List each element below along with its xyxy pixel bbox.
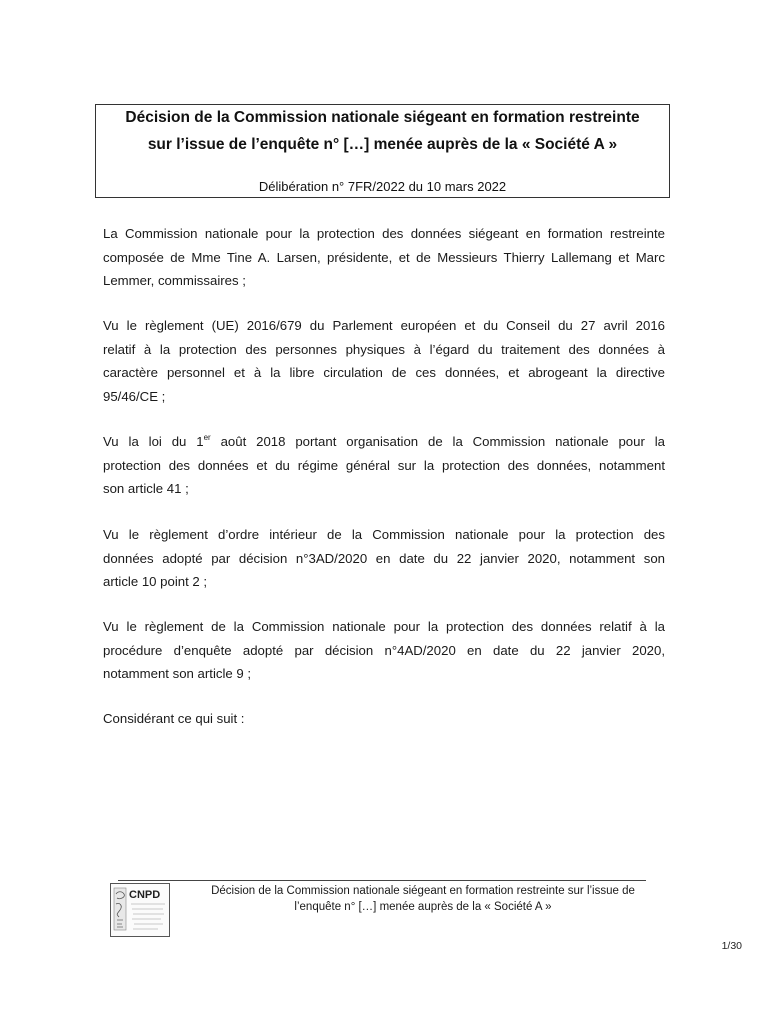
footer-line-1: Décision de la Commission nationale siégeant en formation restreinte sur l’issue de xyxy=(211,885,635,897)
paragraph-line: procédure d’enquête adopté par décision n°4AD/2020 en date du 22 janvier 2020, xyxy=(103,642,665,658)
ordinal-superscript: er xyxy=(203,433,211,442)
paragraph-line: Lemmer, commissaires ; xyxy=(103,273,246,288)
paragraph-line: Considérant ce qui suit : xyxy=(103,711,245,726)
paragraph-line: données adopté par décision n°3AD/2020 en date du 22 janvier 2020, notamment son xyxy=(103,550,665,566)
cnpd-logo-graphic xyxy=(111,884,169,936)
paragraph-line: son article 41 ; xyxy=(103,481,189,496)
paragraph-line: Vu le règlement (UE) 2016/679 du Parlement européen et du Conseil du 27 avril 2016 xyxy=(103,318,665,333)
law-text-end: août 2018 portant organisation de la Commission nationale pour la xyxy=(210,434,665,449)
paragraph-line: Vu le règlement d’ordre intérieur de la Commission nationale pour la protection des xyxy=(103,527,665,542)
deliberation-reference: Délibération n° 7FR/2022 du 10 mars 2022 xyxy=(258,179,507,194)
paragraph-internal-rules xyxy=(103,523,665,594)
paragraph-line: composée de Mme Tine A. Larsen, présidente, et de Messieurs Thierry Lallemang et Marc xyxy=(103,249,665,265)
page-number: 1/30 xyxy=(721,940,742,952)
footer-divider xyxy=(118,880,646,881)
paragraph-line: notamment son article 9 ; xyxy=(103,666,252,681)
document-title-line-2: sur l’issue de l’enquête n° […] menée auprès de la « Société A » xyxy=(147,136,618,153)
paragraph-line: relatif à la protection des personnes physiques à l’égard du traitement des données à xyxy=(103,341,665,357)
paragraph-line: caractère personnel et à la libre circulation de ces données, et abrogeant la directive xyxy=(103,365,665,380)
paragraph-investigation-procedure xyxy=(103,615,665,686)
paragraph-line: article 10 point 2 ; xyxy=(103,574,208,589)
paragraph-gdpr-reference xyxy=(103,314,665,408)
cnpd-logo xyxy=(110,883,170,937)
paragraph-line: protection des données et du régime général sur la protection des données, notamment xyxy=(103,457,665,473)
document-title-line-1: Décision de la Commission nationale siégeant en formation restreinte xyxy=(125,109,640,126)
logo-wordmark: CNPD xyxy=(129,889,161,901)
paragraph-line xyxy=(103,430,665,454)
paragraph-line: La Commission nationale pour la protection des données siégeant en formation restreinte xyxy=(103,226,665,241)
footer-caption xyxy=(178,883,668,915)
paragraph-composition xyxy=(103,222,665,293)
paragraph-line: Vu le règlement de la Commission nationale pour la protection des données relatif à la xyxy=(103,619,665,634)
title-box xyxy=(95,104,670,198)
footer-line-2: l’enquête n° […] menée auprès de la « Société A » xyxy=(294,901,552,913)
law-text-start: Vu la loi du 1 xyxy=(103,434,204,449)
paragraph-line: 95/46/CE ; xyxy=(103,388,166,404)
paragraph-considering xyxy=(103,707,665,731)
paragraph-law-reference xyxy=(103,430,665,501)
